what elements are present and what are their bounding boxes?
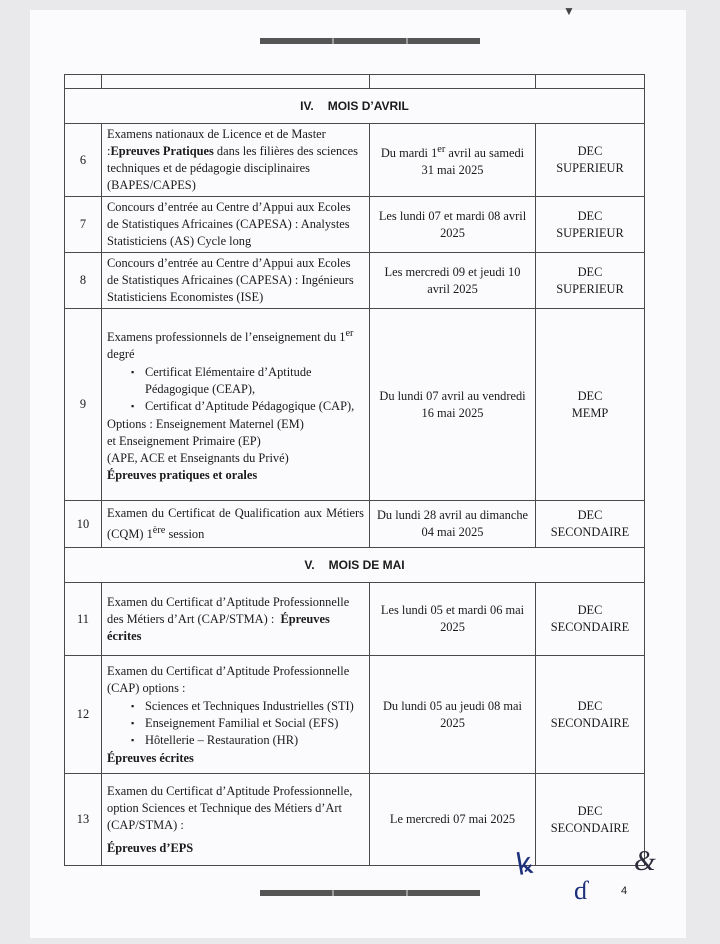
section-title: MOIS D’AVRIL (327, 98, 409, 113)
organizer: DEC SECONDAIRE (536, 501, 645, 548)
organizer: DEC SECONDAIRE (536, 656, 645, 774)
table-row (65, 583, 645, 656)
table-row (65, 656, 645, 774)
organizer: DEC SECONDAIRE (536, 583, 645, 656)
exam-period: Les mercredi 09 et jeudi 10 avril 2025 (370, 253, 536, 309)
exam-period: Les lundi 05 et mardi 06 mai 2025 (370, 583, 536, 656)
table-row (65, 309, 645, 501)
row-number: 10 (65, 501, 102, 548)
organizer: DEC SUPERIEUR (536, 124, 645, 197)
footer-decorative-bar (260, 890, 480, 896)
exam-period: Du lundi 28 avril au dimanche 04 mai 2025 (370, 501, 536, 548)
row-number: 13 (65, 774, 102, 866)
list-item: ▪ Sciences et Techniques Industrielles (STI) (131, 698, 364, 715)
header-decorative-bar (260, 38, 480, 44)
exam-description: Concours d’entrée au Centre d’Appui aux Ecoles de Statistiques Africaines (CAPESA) : Analystes Statisticiens (AS) Cycle long (102, 197, 370, 253)
organizer: DEC MEMP (536, 309, 645, 501)
exam-description: Examens professionnels de l’enseignement du 1er degré ▪ Certificat Elémentaire d’Aptitude Pédagogique (CEAP), ▪ Certificat d’Aptitude Pédagogique (CAP), Options : Enseignement Maternel (EM) et Enseignement Primaire (EP) (APE, ACE et Enseignants du Privé) Épreuves pratiques et orales (102, 309, 370, 501)
row-number: 11 (65, 583, 102, 656)
exam-options-list (107, 364, 364, 415)
handwritten-signature: ɗ (574, 876, 587, 905)
top-mark: ▼ (563, 4, 575, 18)
table-header-row (65, 75, 645, 89)
row-number: 8 (65, 253, 102, 309)
section-roman: IV. (300, 98, 314, 113)
exam-description: Examen du Certificat d’Aptitude Professionnelle des Métiers d’Art (CAP/STMA) : Épreuves écrites (102, 583, 370, 656)
exam-period: Du mardi 1er avril au samedi 31 mai 2025 (370, 124, 536, 197)
exam-description: Examen du Certificat d’Aptitude Professionnelle (CAP) options : ▪ Sciences et Techniques Industrielles (STI) ▪ Enseignement Familial et Social (EFS) ▪ Hôtellerie – Restauration (HR) Épreuves écrites (102, 656, 370, 774)
row-number: 7 (65, 197, 102, 253)
exam-description: Examens nationaux de Licence et de Master :Epreuves Pratiques dans les filières des sciences techniques et de pédagogie disciplinaires (BAPES/CAPES) (102, 124, 370, 197)
exam-options-list (107, 698, 364, 749)
exam-description: Examen du Certificat de Qualification aux Métiers (CQM) 1ère session (102, 501, 370, 548)
exam-description: Examen du Certificat d’Aptitude Professionnelle, option Sciences et Technique des Métiers d’Art (CAP/STMA) : Épreuves d’EPS (102, 774, 370, 866)
page-number: 4 (621, 885, 628, 897)
organizer: DEC SECONDAIRE (536, 774, 645, 866)
table-row (65, 774, 645, 866)
section-header-april (65, 89, 645, 124)
section-header-may (65, 548, 645, 583)
exam-period: Les lundi 07 et mardi 08 avril 2025 (370, 197, 536, 253)
row-number: 12 (65, 656, 102, 774)
table-row (65, 253, 645, 309)
section-roman: V. (304, 557, 315, 572)
list-item: ▪ Certificat Elémentaire d’Aptitude Pédagogique (CEAP), (131, 364, 364, 398)
handwritten-initial: & (634, 846, 656, 877)
list-item: ▪ Certificat d’Aptitude Pédagogique (CAP), (131, 398, 364, 415)
table-row (65, 124, 645, 197)
exam-period: Du lundi 07 avril au vendredi 16 mai 2025 (370, 309, 536, 501)
table-row (65, 197, 645, 253)
exam-period: Le mercredi 07 mai 2025 (370, 774, 536, 866)
table-row (65, 501, 645, 548)
exam-schedule-table (64, 74, 645, 866)
exam-description: Concours d’entrée au Centre d’Appui aux Ecoles de Statistiques Africaines (CAPESA) : Ingénieurs Statisticiens Economistes (ISE) (102, 253, 370, 309)
organizer: DEC SUPERIEUR (536, 253, 645, 309)
handwritten-initial: ꝃ (513, 846, 536, 883)
organizer: DEC SUPERIEUR (536, 197, 645, 253)
list-item: ▪ Hôtellerie – Restauration (HR) (131, 732, 364, 749)
exam-period: Du lundi 05 au jeudi 08 mai 2025 (370, 656, 536, 774)
list-item: ▪ Enseignement Familial et Social (EFS) (131, 715, 364, 732)
section-title: MOIS DE MAI (328, 557, 405, 572)
row-number: 9 (65, 309, 102, 501)
row-number: 6 (65, 124, 102, 197)
